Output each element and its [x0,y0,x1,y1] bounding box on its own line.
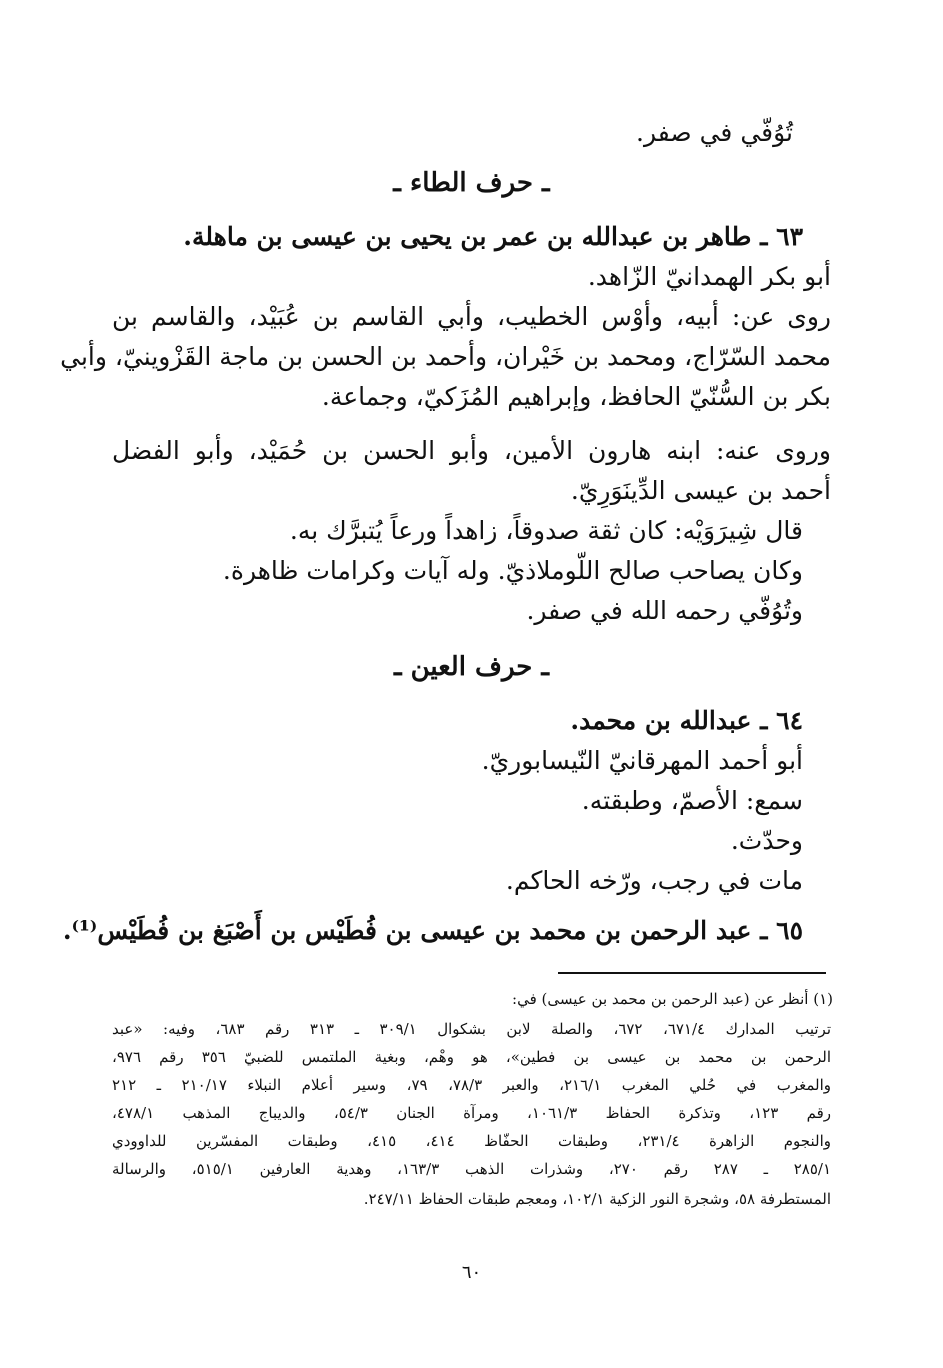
footnote-line: رقم ١٢٣، وتذكرة الحفاظ ١٠٦١/٣، ومرآة الجنان ٥٤/٣، والديباج المذهب ٤٧٨/١، [112,1104,831,1122]
footnote-line: والمغرب في حُلي المغرب ٢١٦/١، والعبر ٧٨/٣، ٧٩، وسير أعلام النبلاء ٢١٠/١٧ ـ ٢١٢ [112,1076,831,1094]
text-line: وتُوُفّي رحمه الله في صفر. [526,596,803,625]
text-line: أحمد بن عيسى الدِّينَوَرِيّ. [570,476,831,505]
footnote-line: الرحمن بن محمد بن عيسى بن فطين»، هو وهْم، وبغية الملتمس للضبيّ ٣٥٦ رقم ٩٧٦، [112,1048,831,1066]
text-line: مات في رجب، ورّخه الحاكم. [505,866,803,895]
text-line: روى عن: أبيه، وأوْس الخطيب، وأبي القاسم بن عُبَيْد، والقاسم بن [112,302,831,331]
entry-65-title: ٦٥ ـ عبد الرحمن بن محمد بن عيسى بن فُطَيْس بن أَصْبَغ بن فُطَيْس⁽¹⁾. [62,916,803,945]
section-heading-ta: ـ حرف الطاء ـ [393,168,550,198]
entry-64-title: ٦٤ ـ عبدالله بن محمد. [570,706,803,735]
page-number: ٦٠ [461,1262,482,1283]
entry-63-title: ٦٣ ـ طاهر بن عبدالله بن عمر بن يحيى بن عيسى بن ماهلة. [183,222,803,251]
text-line: وحدّث. [730,826,803,855]
footnote-line: المستطرفة ٥٨، وشجرة النور الزكية ١٠٢/١، ومعجم طبقات الحفاظ ٢٤٧/١١. [363,1190,831,1208]
text-line: قال شِيرَوَيْه: كان ثقة صدوقاً، زاهداً ورعاً يُتبرَّك به. [289,516,803,545]
footnote-line: والنجوم الزاهرة ٢٣١/٤، وطبقات الحفّاظ ٤١٤، ٤١٥، وطبقات المفسّرين للداوودي [112,1132,831,1150]
text-line: بكر بن السُّنّيّ الحافظ، وإبراهيم المُزَكيّ، وجماعة. [321,382,831,411]
text-line: تُوُفّي في صفر. [636,118,793,147]
footnote-line: (١) أنظر عن (عبد الرحمن بن محمد بن عيسى) في: [512,990,833,1008]
text-line: سمع: الأصمّ، وطبقته. [581,786,803,815]
text-line: وكان يصاحب صالح اللّوملاذيّ. وله آيات وكرامات ظاهرة. [222,556,803,585]
footnote-line: ٢٨٥/١ ـ ٢٨٧ رقم ٢٧٠، وشذرات الذهب ١٦٣/٣، وهدية العارفين ٥١٥/١، والرسالة [112,1160,832,1178]
section-heading-ayn: ـ حرف العين ـ [393,652,550,682]
footnote-line: ترتيب المدارك ٦٧١/٤، ٦٧٢، والصلة لابن بشكوال ٣٠٩/١ ـ ٣١٣ رقم ٦٨٣، وفيه: «عبد [112,1020,831,1038]
text-line: أبو بكر الهمدانيّ الزّاهد. [587,262,831,291]
text-line: محمد السّرّاج، ومحمد بن خَيْران، وأحمد بن الحسن بن ماجة القَزْوينيّ، وأبي [60,342,831,371]
text-line: أبو أحمد المهرقانيّ النّيسابوريّ. [481,746,803,775]
footnote-separator [558,972,826,974]
text-line: وروى عنه: ابنه هارون الأمين، وأبو الحسن بن حُمَيْد، وأبو الفضل [112,436,831,465]
